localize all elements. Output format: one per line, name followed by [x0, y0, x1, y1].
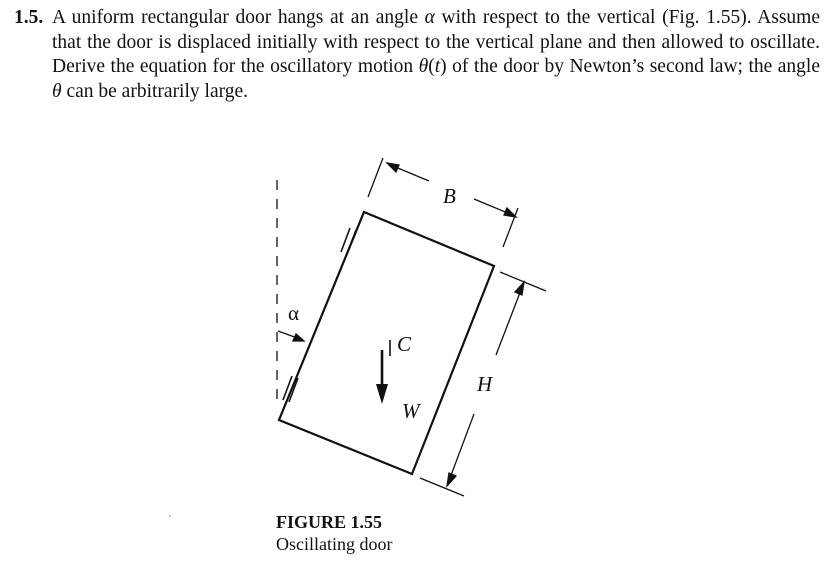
figure-caption	[276, 511, 392, 555]
width-label: B	[443, 184, 456, 208]
problem-number: 1.5.	[14, 7, 44, 28]
figure-caption-label: FIGURE 1.55	[276, 512, 383, 532]
weight-label: W	[402, 399, 420, 423]
weight-arrow	[376, 350, 388, 404]
problem-statement: A uniform rectangular door hangs at an angle α with respect to the vertical (Fig. 1.55). Assume that the door is displaced initially with respect to the vertical plane and then allowed to oscillate. Derive the equation for the oscillatory motion θ(t) of the door by Newton’s second law; the angle θ can be arbitrarily large.	[52, 7, 820, 102]
alpha-arrow	[278, 331, 304, 341]
center-label: C	[397, 332, 412, 356]
alpha-label: α	[288, 301, 300, 325]
height-label: H	[477, 372, 493, 396]
figure-caption-text: Oscillating door	[276, 534, 393, 554]
door-outline	[279, 212, 494, 474]
stray-mark	[169, 515, 171, 517]
hinge-upper	[341, 228, 356, 254]
